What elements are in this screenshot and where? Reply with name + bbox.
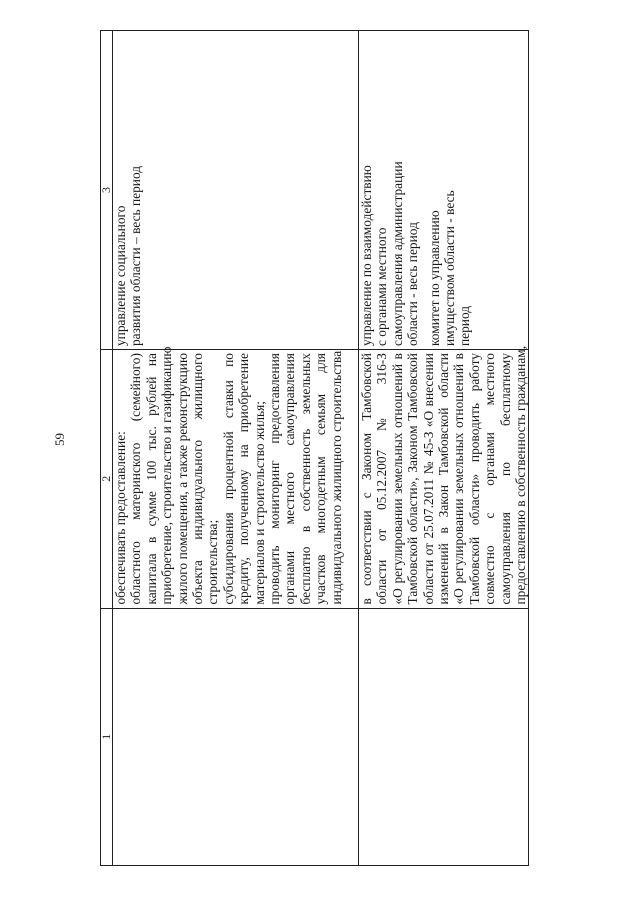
page-number: 59 (52, 433, 67, 446)
row1-responsible-cell (113, 31, 359, 350)
header-col-2: 2 (101, 350, 113, 609)
text-line: областного материнского (семейного) (128, 353, 144, 605)
text-line: самоуправления по бесплатному (497, 353, 513, 605)
text-line: области - весь период (405, 222, 421, 347)
text-line: строительства; (205, 519, 221, 605)
text-line: управление социального (113, 205, 128, 347)
text-line: приобретение, строительство и газификацию (159, 346, 175, 605)
text-line: области от 25.07.2011 № 45-З «О внесении (420, 353, 436, 605)
row2-responsible-cell (359, 31, 529, 350)
text-line: развития области – весь период (128, 165, 144, 347)
text-line: изменений в Закон Тамбовской области (436, 353, 452, 605)
text-line: капитала в сумме 100 тыс. рублей на (143, 353, 159, 605)
table-row (359, 31, 529, 866)
text-line: в соответствии с Законом Тамбовской (359, 353, 374, 605)
table-header-row (101, 31, 113, 866)
table-row (113, 31, 359, 866)
text-line: индивидуального жилищного строительства (328, 350, 344, 605)
text-line: период (457, 305, 473, 347)
text-line: бесплатно в собственность земельных (297, 353, 313, 605)
text-line: жилого помещения, а также реконструкцию (174, 353, 190, 605)
header-col-3: 3 (101, 31, 113, 350)
text-line: «О регулировании земельных отношений в (389, 353, 405, 605)
text-line: кредиту, полученному на приобретение (236, 353, 252, 605)
text-line: объекта индивидуального жилищного (190, 353, 206, 605)
text-line: самоуправления администрации (389, 161, 405, 347)
text-line: участков многодетным семьям для (313, 353, 329, 605)
rotated-page-content (100, 30, 608, 866)
row2-measures-cell (359, 345, 529, 609)
row2-col1-cell (359, 608, 529, 865)
header-col-1: 1 (101, 608, 113, 865)
text-line: с органами местного (374, 227, 390, 347)
text-line: Тамбовской области», Законом Тамбовской (405, 353, 421, 605)
text-line: управление по взаимодействию (359, 165, 374, 347)
measures-table (100, 30, 529, 866)
text-line: органами местного самоуправления (282, 353, 298, 605)
text-line: области от 05.12.2007 № 316-З (374, 353, 390, 605)
text-line: субсидирования процентной ставки по (220, 353, 236, 605)
text-line: «О регулировании земельных отношений в (451, 353, 467, 605)
row1-col1-cell (113, 608, 359, 865)
text-line: обеспечивать предоставление: (113, 431, 128, 605)
text-line: совместно с органами местного (482, 353, 498, 605)
row1-measures-cell (113, 346, 359, 609)
text-line: проводить мониторинг предоставления (267, 353, 283, 605)
text-line: предоставлению в собственность гражданам, (513, 345, 529, 605)
text-line: Тамбовской области» проводить работу (466, 353, 482, 605)
text-line: комитет по управлению (426, 210, 442, 347)
text-line: имуществом области - весь (442, 190, 458, 347)
text-line: материалов и строительство жилья; (251, 401, 267, 605)
